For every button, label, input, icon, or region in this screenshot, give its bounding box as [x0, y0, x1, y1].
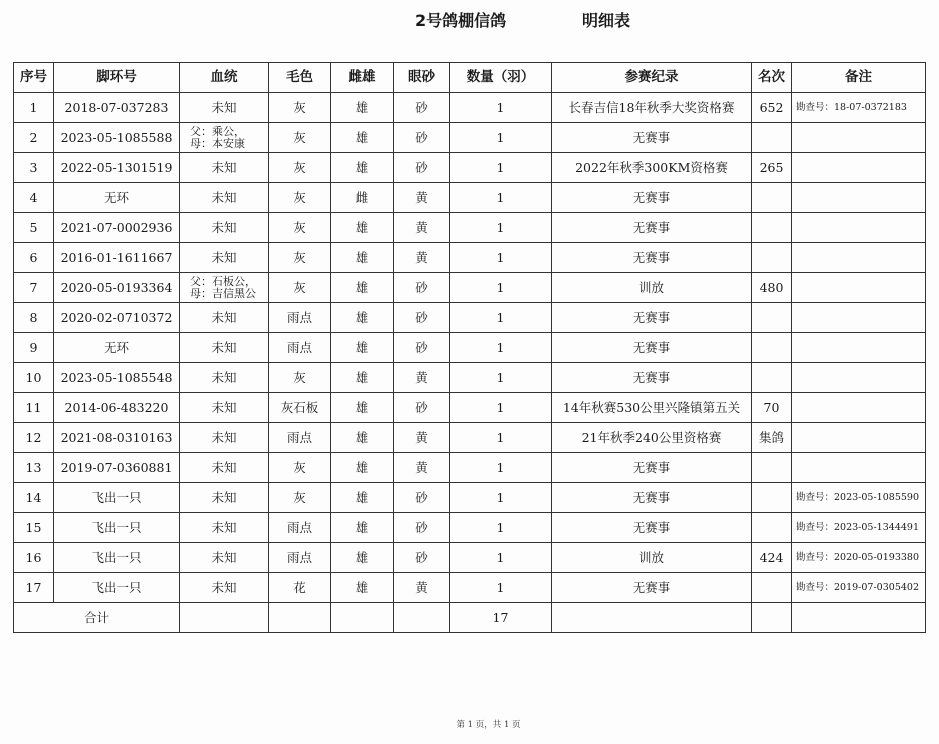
cell-no: 11 [14, 393, 54, 423]
cell-note [792, 303, 926, 333]
cell-qty: 1 [450, 123, 552, 153]
cell-record: 无赛事 [552, 513, 752, 543]
cell-no: 16 [14, 543, 54, 573]
cell-rank: 70 [752, 393, 792, 423]
total-empty-cell [394, 603, 450, 633]
table-row [14, 513, 926, 543]
cell-color: 灰 [269, 243, 331, 273]
cell-qty: 1 [450, 273, 552, 303]
cell-note [792, 333, 926, 363]
cell-eye: 砂 [394, 393, 450, 423]
cell-record: 无赛事 [552, 333, 752, 363]
document-title [0, 8, 939, 32]
cell-record: 14年秋赛530公里兴隆镇第五关 [552, 393, 752, 423]
cell-rank [752, 363, 792, 393]
table-body [14, 93, 926, 603]
cell-color: 灰 [269, 123, 331, 153]
cell-ring: 2020-05-0193364 [54, 273, 180, 303]
cell-lineage: 未知 [180, 153, 269, 183]
cell-lineage: 未知 [180, 243, 269, 273]
cell-lineage: 未知 [180, 333, 269, 363]
cell-no: 10 [14, 363, 54, 393]
cell-qty: 1 [450, 333, 552, 363]
cell-lineage: 未知 [180, 213, 269, 243]
cell-note: 勘查号：2023-05-1344491 [792, 513, 926, 543]
cell-no: 17 [14, 573, 54, 603]
cell-no: 12 [14, 423, 54, 453]
cell-note [792, 423, 926, 453]
cell-record: 训放 [552, 273, 752, 303]
cell-rank [752, 123, 792, 153]
header-sex: 雌雄 [331, 63, 394, 93]
cell-rank [752, 333, 792, 363]
cell-sex: 雄 [331, 393, 394, 423]
cell-ring: 2016-01-1611667 [54, 243, 180, 273]
cell-rank: 265 [752, 153, 792, 183]
cell-lineage: 未知 [180, 453, 269, 483]
cell-record: 无赛事 [552, 483, 752, 513]
table-row [14, 573, 926, 603]
cell-lineage: 未知 [180, 303, 269, 333]
cell-ring: 2023-05-1085548 [54, 363, 180, 393]
cell-ring: 2019-07-0360881 [54, 453, 180, 483]
cell-lineage: 未知 [180, 543, 269, 573]
cell-no: 13 [14, 453, 54, 483]
cell-sex: 雄 [331, 153, 394, 183]
cell-color: 雨点 [269, 333, 331, 363]
cell-eye: 黄 [394, 363, 450, 393]
cell-ring: 飞出一只 [54, 513, 180, 543]
cell-note [792, 213, 926, 243]
cell-qty: 1 [450, 363, 552, 393]
cell-qty: 1 [450, 243, 552, 273]
table-row [14, 213, 926, 243]
cell-note: 勘查号：2020-05-0193380 [792, 543, 926, 573]
cell-qty: 1 [450, 543, 552, 573]
title-part2: 明细表 [582, 11, 631, 30]
cell-sex: 雄 [331, 93, 394, 123]
table-row [14, 423, 926, 453]
total-empty-cell [792, 603, 926, 633]
cell-record: 无赛事 [552, 183, 752, 213]
cell-eye: 黄 [394, 243, 450, 273]
cell-sex: 雄 [331, 273, 394, 303]
cell-no: 15 [14, 513, 54, 543]
cell-no: 5 [14, 213, 54, 243]
cell-lineage: 未知 [180, 93, 269, 123]
table-row [14, 333, 926, 363]
total-empty-cell [752, 603, 792, 633]
cell-qty: 1 [450, 183, 552, 213]
cell-qty: 1 [450, 483, 552, 513]
cell-record: 21年秋季240公里资格赛 [552, 423, 752, 453]
cell-ring: 2023-05-1085588 [54, 123, 180, 153]
cell-color: 灰 [269, 213, 331, 243]
cell-color: 灰石板 [269, 393, 331, 423]
cell-sex: 雄 [331, 513, 394, 543]
cell-rank [752, 483, 792, 513]
cell-lineage: 未知 [180, 513, 269, 543]
cell-no: 4 [14, 183, 54, 213]
cell-eye: 黄 [394, 423, 450, 453]
cell-eye: 砂 [394, 303, 450, 333]
cell-color: 灰 [269, 483, 331, 513]
cell-ring: 2020-02-0710372 [54, 303, 180, 333]
cell-no: 7 [14, 273, 54, 303]
cell-sex: 雄 [331, 453, 394, 483]
cell-qty: 1 [450, 393, 552, 423]
cell-lineage: 未知 [180, 423, 269, 453]
cell-color: 灰 [269, 363, 331, 393]
cell-sex: 雄 [331, 363, 394, 393]
cell-rank [752, 513, 792, 543]
cell-qty: 1 [450, 153, 552, 183]
total-row [14, 603, 926, 633]
header-qty: 数量（羽） [450, 63, 552, 93]
cell-ring: 2021-08-0310163 [54, 423, 180, 453]
header-ring: 脚环号 [54, 63, 180, 93]
cell-sex: 雄 [331, 573, 394, 603]
cell-lineage: 父：石板公， 母：吉信黑公 [180, 273, 269, 303]
page-number: 第 1 页，共 1 页 [456, 720, 521, 730]
cell-eye: 黄 [394, 573, 450, 603]
table-row [14, 453, 926, 483]
cell-color: 雨点 [269, 543, 331, 573]
cell-color: 花 [269, 573, 331, 603]
total-empty-cell [331, 603, 394, 633]
cell-note [792, 183, 926, 213]
cell-qty: 1 [450, 513, 552, 543]
cell-note [792, 273, 926, 303]
cell-qty: 1 [450, 93, 552, 123]
cell-sex: 雌 [331, 183, 394, 213]
cell-lineage: 未知 [180, 363, 269, 393]
table-row [14, 153, 926, 183]
cell-color: 灰 [269, 93, 331, 123]
cell-eye: 砂 [394, 273, 450, 303]
cell-color: 灰 [269, 153, 331, 183]
cell-no: 14 [14, 483, 54, 513]
table-row [14, 483, 926, 513]
page-footer [0, 718, 939, 730]
cell-sex: 雄 [331, 213, 394, 243]
cell-no: 8 [14, 303, 54, 333]
cell-eye: 砂 [394, 123, 450, 153]
cell-color: 雨点 [269, 423, 331, 453]
cell-ring: 2021-07-0002936 [54, 213, 180, 243]
cell-sex: 雄 [331, 243, 394, 273]
cell-note [792, 363, 926, 393]
cell-color: 灰 [269, 453, 331, 483]
cell-color: 灰 [269, 183, 331, 213]
cell-lineage: 未知 [180, 183, 269, 213]
total-empty-cell [552, 603, 752, 633]
cell-note [792, 153, 926, 183]
cell-rank: 集鸽 [752, 423, 792, 453]
cell-rank [752, 213, 792, 243]
cell-eye: 砂 [394, 483, 450, 513]
cell-no: 6 [14, 243, 54, 273]
cell-note: 勘查号：2019-07-0305402 [792, 573, 926, 603]
cell-qty: 1 [450, 303, 552, 333]
table-row [14, 123, 926, 153]
cell-eye: 砂 [394, 93, 450, 123]
cell-no: 1 [14, 93, 54, 123]
cell-note: 勘查号：2023-05-1085590 [792, 483, 926, 513]
cell-sex: 雄 [331, 333, 394, 363]
cell-rank: 652 [752, 93, 792, 123]
cell-rank [752, 243, 792, 273]
cell-note [792, 453, 926, 483]
cell-rank: 424 [752, 543, 792, 573]
cell-record: 无赛事 [552, 303, 752, 333]
cell-ring: 2018-07-037283 [54, 93, 180, 123]
cell-ring: 无环 [54, 183, 180, 213]
cell-record: 训放 [552, 543, 752, 573]
cell-no: 3 [14, 153, 54, 183]
cell-lineage: 未知 [180, 483, 269, 513]
cell-rank: 480 [752, 273, 792, 303]
header-row [14, 63, 926, 93]
title-part1: 2号鸽棚信鸽 [415, 11, 507, 30]
cell-sex: 雄 [331, 483, 394, 513]
cell-lineage: 父：乘公， 母：本安康 [180, 123, 269, 153]
table-row [14, 93, 926, 123]
total-empty-cell [269, 603, 331, 633]
cell-ring: 飞出一只 [54, 543, 180, 573]
cell-eye: 砂 [394, 153, 450, 183]
cell-lineage: 未知 [180, 573, 269, 603]
cell-ring: 2022-05-1301519 [54, 153, 180, 183]
header-eye: 眼砂 [394, 63, 450, 93]
table-row [14, 363, 926, 393]
cell-note [792, 123, 926, 153]
header-lineage: 血统 [180, 63, 269, 93]
header-color: 毛色 [269, 63, 331, 93]
pigeon-detail-table [13, 62, 926, 633]
table-row [14, 183, 926, 213]
cell-qty: 1 [450, 573, 552, 603]
cell-eye: 黄 [394, 213, 450, 243]
total-label: 合计 [14, 603, 180, 633]
cell-sex: 雄 [331, 423, 394, 453]
cell-eye: 砂 [394, 513, 450, 543]
cell-color: 灰 [269, 273, 331, 303]
cell-eye: 砂 [394, 543, 450, 573]
cell-ring: 2014-06-483220 [54, 393, 180, 423]
cell-record: 2022年秋季300KM资格赛 [552, 153, 752, 183]
cell-qty: 1 [450, 453, 552, 483]
cell-sex: 雄 [331, 303, 394, 333]
cell-note [792, 393, 926, 423]
total-empty-cell [180, 603, 269, 633]
cell-eye: 砂 [394, 333, 450, 363]
cell-qty: 1 [450, 423, 552, 453]
header-no: 序号 [14, 63, 54, 93]
cell-sex: 雄 [331, 543, 394, 573]
table-row [14, 273, 926, 303]
cell-note [792, 243, 926, 273]
cell-color: 雨点 [269, 303, 331, 333]
cell-lineage: 未知 [180, 393, 269, 423]
cell-record: 无赛事 [552, 363, 752, 393]
cell-ring: 飞出一只 [54, 483, 180, 513]
total-qty: 17 [450, 603, 552, 633]
cell-note: 勘查号：18-07-0372183 [792, 93, 926, 123]
cell-color: 雨点 [269, 513, 331, 543]
cell-ring: 无环 [54, 333, 180, 363]
cell-rank [752, 573, 792, 603]
cell-rank [752, 303, 792, 333]
cell-record: 无赛事 [552, 243, 752, 273]
table-row [14, 303, 926, 333]
cell-sex: 雄 [331, 123, 394, 153]
header-note: 备注 [792, 63, 926, 93]
cell-record: 无赛事 [552, 453, 752, 483]
cell-record: 长春吉信18年秋季大奖资格赛 [552, 93, 752, 123]
cell-record: 无赛事 [552, 213, 752, 243]
cell-qty: 1 [450, 213, 552, 243]
header-rank: 名次 [752, 63, 792, 93]
cell-record: 无赛事 [552, 123, 752, 153]
cell-record: 无赛事 [552, 573, 752, 603]
table-row [14, 543, 926, 573]
cell-eye: 黄 [394, 453, 450, 483]
cell-rank [752, 183, 792, 213]
cell-rank [752, 453, 792, 483]
table-row [14, 393, 926, 423]
cell-no: 2 [14, 123, 54, 153]
header-record: 参赛纪录 [552, 63, 752, 93]
cell-no: 9 [14, 333, 54, 363]
table-row [14, 243, 926, 273]
cell-ring: 飞出一只 [54, 573, 180, 603]
cell-eye: 黄 [394, 183, 450, 213]
